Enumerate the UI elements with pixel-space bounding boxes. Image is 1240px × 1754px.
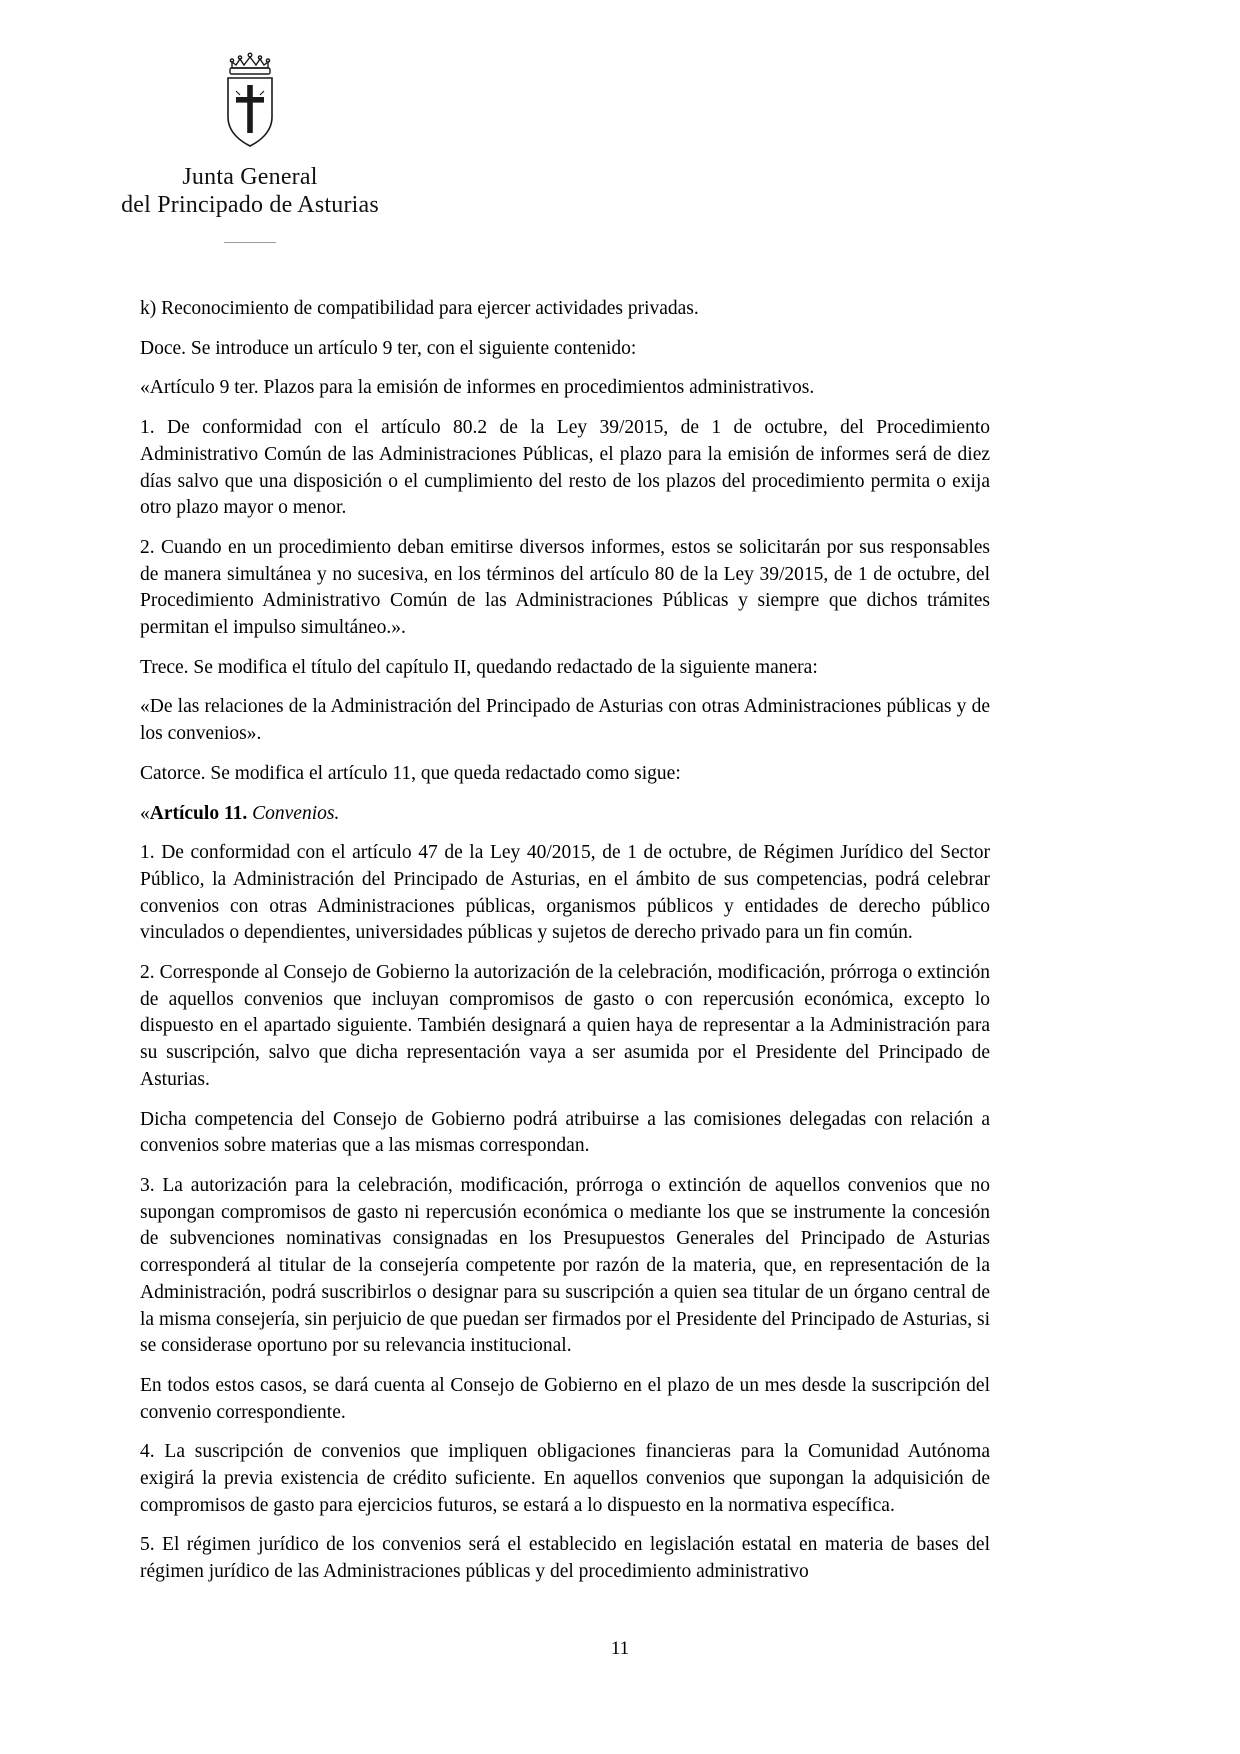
article-heading-title: Convenios. [247,802,340,824]
paragraph: «Artículo 9 ter. Plazos para la emisión de informes en procedimientos administrativos. [140,377,815,399]
paragraph: 1. De conformidad con el artículo 80.2 de la Ley 39/2015, de 1 de octubre, del Procedimiento Administrativo Común de las Administraciones Públicas, el plazo para la emisión de informes será de diez días salvo que una disposición o el cumplimiento del resto de los plazos del procedimiento permita o exija otro plazo mayor o menor. [140,417,990,519]
page-number: 11 [610,1638,630,1659]
paragraph: En todos estos casos, se dará cuenta al Consejo de Gobierno en el plazo de un mes desde la suscripción del convenio correspondiente. [140,1374,990,1423]
asturias-coat-of-arms-icon [214,45,286,155]
article-heading-prefix: « [140,802,150,824]
letterhead-divider [224,242,276,243]
paragraph: 3. La autorización para la celebración, modificación, prórroga o extinción de aquellos convenios que no supongan compromisos de gasto ni repercusión económica o mediante los que se instrumente la concesión de subvenciones nominativas consignadas en los Presupuestos Generales del Principado de Asturias corresponderá al titular de la consejería competente por razón de la materia, que, en representación de la Administración, podrá suscribirlos o designar para su suscripción a quien sea titular de un órgano central de la misma consejería, sin perjuicio de que puedan ser firmados por el Presidente del Principado de Asturias, si se considerase oportuno por su relevancia institucional. [140,1174,990,1357]
paragraph: Trece. Se modifica el título del capítulo II, quedando redactado de la siguiente manera: [140,656,818,678]
paragraph: Dicha competencia del Consejo de Gobierno podrá atribuirse a las comisiones delegadas con relación a convenios sobre materias que a las mismas correspondan. [140,1108,990,1157]
paragraph: 2. Corresponde al Consejo de Gobierno la autorización de la celebración, modificación, prórroga o extinción de aquellos convenios que incluyan compromisos de gasto o con repercusión económica, excepto lo dispuesto en el apartado siguiente. También designará a quien haya de representar a la Administración para su suscripción, salvo que dicha representación vaya a ser asumida por el Presidente del Principado de Asturias. [140,962,990,1090]
paragraph: 1. De conformidad con el artículo 47 de la Ley 40/2015, de 1 de octubre, de Régimen Jurídico del Sector Público, la Administración del Principado de Asturias, en el ámbito de sus competencias, podrá celebrar convenios con otras Administraciones públicas, organismos públicos y entidades de derecho público vinculados o dependientes, universidades públicas y sujetos de derecho privado para un fin común. [140,842,990,944]
document-body [140,296,990,1586]
paragraph: Catorce. Se modifica el artículo 11, que queda redactado como sigue: [140,762,681,784]
paragraph: Doce. Se introduce un artículo 9 ter, con el siguiente contenido: [140,337,637,359]
paragraph: k) Reconocimiento de compatibilidad para ejercer actividades privadas. [140,298,699,319]
letterhead-line-2: del Principado de Asturias [121,192,379,219]
paragraph: 5. El régimen jurídico de los convenios será el establecido en legislación estatal en materia de bases del régimen jurídico de las Administraciones públicas y del procedimiento administrativo [140,1534,990,1583]
paragraph: 2. Cuando en un procedimiento deban emitirse diversos informes, estos se solicitarán por sus responsables de manera simultánea y no sucesiva, en los términos del artículo 80 de la Ley 39/2015, de 1 de octubre, del Procedimiento Administrativo Común de las Administraciones Públicas y siempre que dichos trámites permitan el impulso simultáneo.». [140,536,990,639]
paragraph: «De las relaciones de la Administración del Principado de Asturias con otras Administraciones públicas y de los convenios». [140,696,990,745]
paragraph: 4. La suscripción de convenios que impliquen obligaciones financieras para la Comunidad Autónoma exigirá la previa existencia de crédito suficiente. En aquellos convenios que supongan la adquisición de compromisos de gasto para ejercicios futuros, se estará a lo dispuesto en la normativa específica. [140,1441,990,1516]
article-heading [140,801,990,828]
letterhead-line-1: Junta General [182,164,318,190]
letterhead [90,45,410,243]
article-heading-number: Artículo 11. [149,802,248,824]
